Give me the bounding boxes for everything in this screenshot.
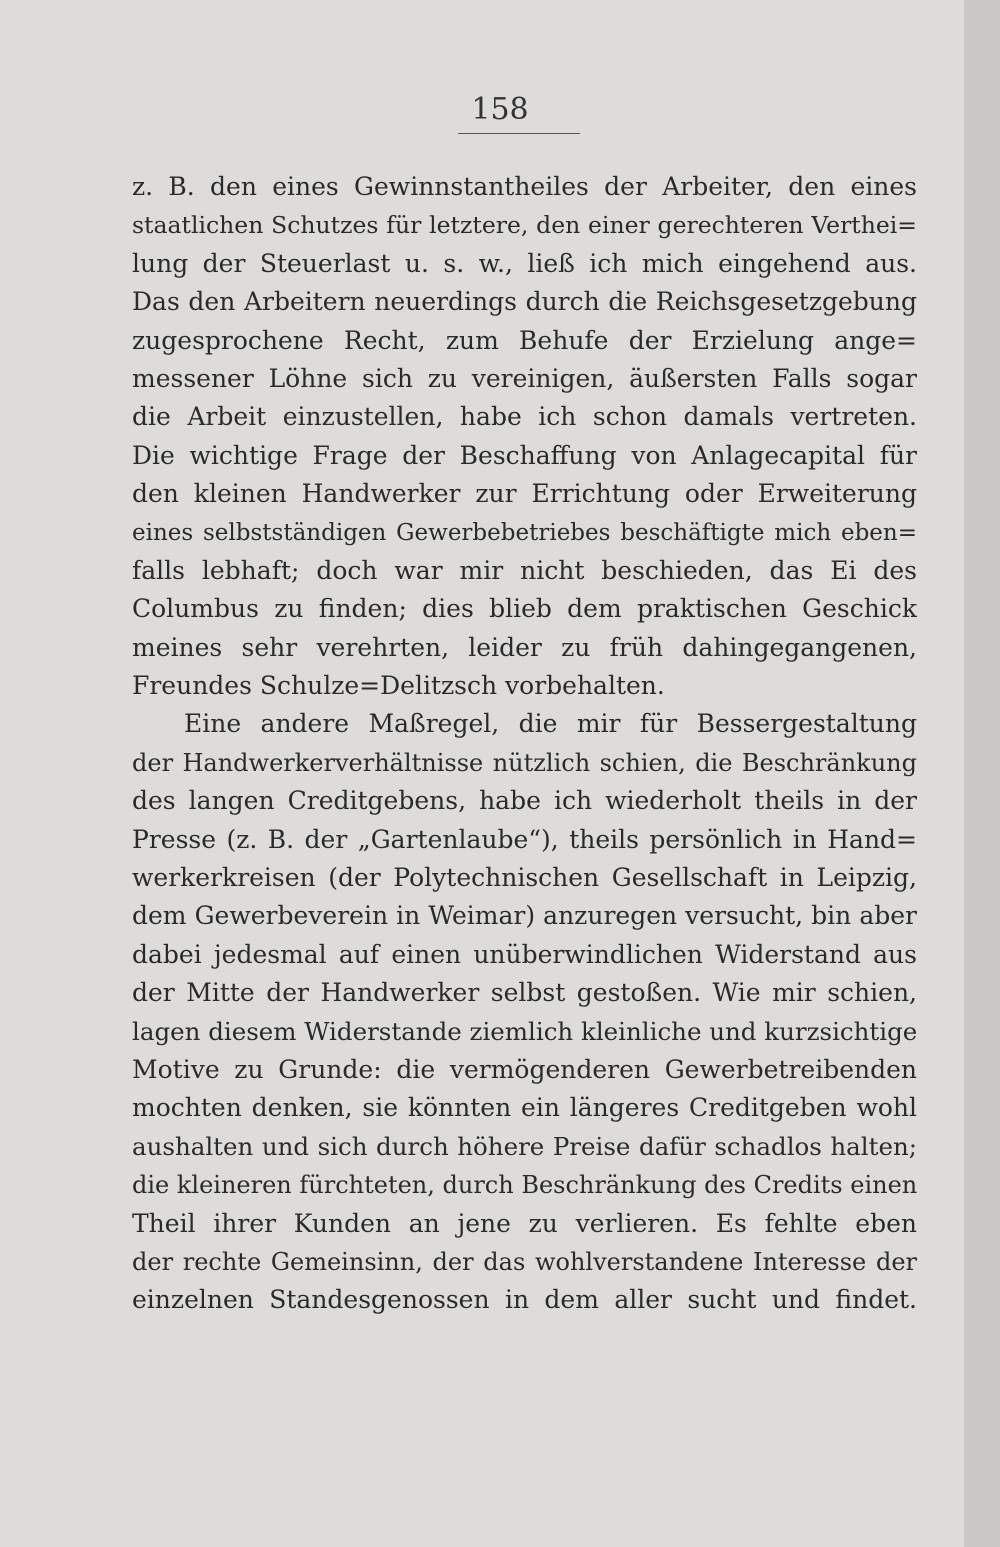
text-line: Eine andere Maßregel, die mir für Bessergestaltung <box>184 709 917 739</box>
text-line: messener Löhne sich zu vereinigen, äußersten Falls sogar <box>132 363 917 393</box>
page-edge-shadow <box>964 0 1000 1547</box>
text-line: dem Gewerbeverein in Weimar) anzuregen versucht, bin aber <box>132 901 917 931</box>
text-line: falls lebhaft; doch war mir nicht beschieden, das Ei des <box>132 555 917 585</box>
paragraph <box>132 705 917 1319</box>
text-line: meines sehr verehrten, leider zu früh dahingegangenen, <box>132 632 917 662</box>
text-line: Presse (z. B. der „Gartenlaube“), theils persönlich in Hand= <box>132 824 917 854</box>
text-line: der rechte Gemeinsinn, der das wohlverstandene Interesse der <box>132 1247 917 1276</box>
text-line: Freundes Schulze=Delitzsch vorbehalten. <box>132 671 665 701</box>
text-line: lung der Steuerlast u. s. w., ließ ich mich eingehend aus. <box>132 248 917 278</box>
text-line: Theil ihrer Kunden an jene zu verlieren. Es fehlte eben <box>132 1208 917 1238</box>
text-line: z. B. den eines Gewinnstantheiles der Arbeiter, den eines <box>132 172 917 201</box>
text-line: zugesprochene Recht, zum Behufe der Erzielung ange= <box>132 325 917 355</box>
text-line: die Arbeit einzustellen, habe ich schon damals vertreten. <box>132 402 917 432</box>
text-line: Motive zu Grunde: die vermögenderen Gewerbetreibenden <box>132 1054 917 1084</box>
text-line: die kleineren fürchteten, durch Beschränkung des Credits einen <box>132 1171 917 1200</box>
paragraph <box>132 168 917 705</box>
text-line: werkerkreisen (der Polytechnischen Gesellschaft in Leipzig, <box>132 863 917 893</box>
text-line: dabei jedesmal auf einen unüberwindlichen Widerstand aus <box>132 939 917 969</box>
text-line: eines selbstständigen Gewerbebetriebes beschäftigte mich eben= <box>132 519 917 546</box>
text-line: der Mitte der Handwerker selbst gestoßen. Wie mir schien, <box>132 978 917 1008</box>
page-number-rule <box>458 133 580 134</box>
text-line: mochten denken, sie könnten ein längeres Creditgeben wohl <box>132 1093 917 1123</box>
text-line: Columbus zu finden; dies blieb dem praktischen Geschick <box>132 594 917 624</box>
text-line: staatlichen Schutzes für letztere, den einer gerechteren Verthei= <box>132 211 917 240</box>
text-line: der Handwerkerverhältnisse nützlich schien, die Beschränkung <box>132 748 917 777</box>
page-number: 158 <box>471 92 529 127</box>
text-line: aushalten und sich durch höhere Preise dafür schadlos halten; <box>132 1131 917 1161</box>
body-text <box>132 168 917 1320</box>
text-line: Die wichtige Frage der Beschaffung von Anlagecapital für <box>132 440 917 470</box>
text-line: einzelnen Standesgenossen in dem aller sucht und findet. <box>132 1285 917 1315</box>
text-line: lagen diesem Widerstande ziemlich kleinliche und kurzsichtige <box>132 1016 917 1046</box>
text-line: Das den Arbeitern neuerdings durch die Reichsgesetzgebung <box>132 287 917 317</box>
text-line: den kleinen Handwerker zur Errichtung oder Erweiterung <box>132 479 917 509</box>
text-line: des langen Creditgebens, habe ich wiederholt theils in der <box>132 786 917 816</box>
